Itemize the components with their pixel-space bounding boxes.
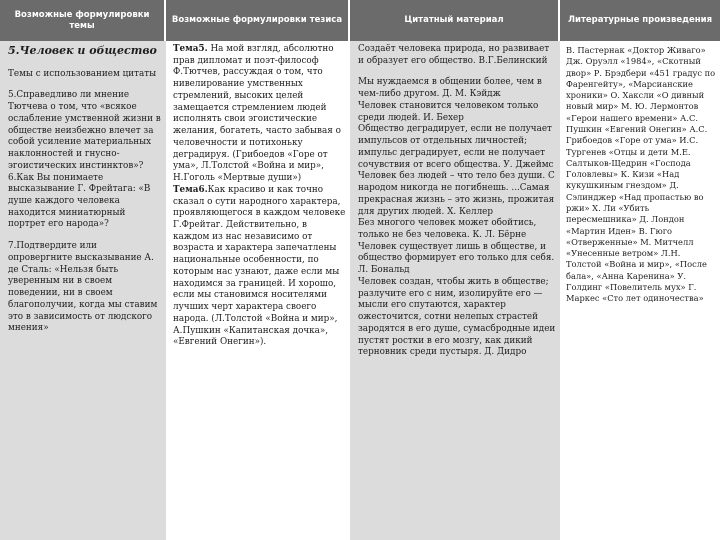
topic-5: 5.Справедливо ли мнение Тютчева о том, что «всякое ослабление умственной жизни в обществе неизбежно влечет за собой усиление материальных наклонностей и гнусно-эгоистических инстинктов»? [8,90,161,171]
thesis-cell [166,41,350,540]
quote-becher: Человек становится человеком только среди людей. И. Бехер [358,100,539,123]
quote-keller: Человек без людей – что тело без души. С народом никогда не погибнешь. ...Самая прекрасная жизнь – это жизнь, прожитая для других людей. Х. Келлер [358,171,555,217]
quote-james: Общество деградирует, если не получает импульсов от отдельных личностей; импульс деградирует, если не получает сочувствия от всего общества. У. Джеймс [358,124,554,170]
topic-6: 6.Как Вы понимаете высказывание Г. Фрейтага: «В душе каждого человека находится миниатюрный портрет его народа»? [8,172,151,230]
topic-7: 7.Подтвердите или опровергните высказывание А. де Сталь: «Нельзя быть уверенным ни в своем поведении, ни в своем благополучии, когда мы ставим это в зависимость от людского мнения» [8,241,158,334]
topic-title: 5.Человек и общество [8,44,157,57]
quote-belinsky: Создаёт человека природа, но развивает и образует его общество. В.Г.Белинский [358,44,550,66]
quote-bonald: Человек существует лишь в обществе, и общество формирует его только для себя. Л. Бональд [358,241,555,276]
thesis-6 [173,185,346,349]
header-literary-works: Литературные произведения [560,0,720,41]
quotes-cell [350,41,560,540]
thesis-5-label: Тема5. [173,44,208,54]
header-topic-wording: Возможные формулировки темы [0,0,164,41]
thesis-5-text: На мой взгляд, абсолютно прав дипломат и поэт-философ Ф.Тютчев, рассуждая о том, что нивелирование умственных стремлений, высоких целей замещается стремлением людей исполнять свои эгоистические желания, богатеть, часто забывая о человечности и потихоньку деградируя. (Грибоедов «Горе от ума», Л.Толстой «Война и мир», Н.Гоголь «Мертвые души») [173,44,341,184]
topics-cell [0,41,166,540]
topic-subheading: Темы с использованием цитаты [8,68,157,79]
header-thesis-wording: Возможные формулировки тезиса [166,0,348,41]
quote-diderot: Человек создан, чтобы жить в обществе; разлучите его с ним, изолируйте его — мысли его спутаются, характер ожесточится, сотни нелепых страстей зародятся в его душе, сумасбродные идеи пустят ростки в его мозгу, как дикий терновник среди пустыря. Д. Дидро [358,276,556,358]
thesis-6-text: Как красиво и как точно сказал о сути народного характера, проявляющегося в каждом человеке Г.Фрейтаг. Действительно, в каждом из нас независимо от возраста и характера запечатлены национальные особенности, по которым нас узнают, даже если мы находимся за границей. И хорошо, если мы становимся носителями лучших черт характера своего народа. (Л.Толстой «Война и мир», А.Пушкин «Капитанская дочка», «Евгений Онегин»). [173,184,346,348]
thesis-5 [173,44,346,185]
works-cell [560,41,720,540]
works-list: В. Пастернак «Доктор Живаго» Дж. Оруэлл «1984», «Скотный двор» Р. Брэдбери «451 градус по Фаренгейту», «Марсианские хроники» О. Хаксли «О дивный новый мир» М. Ю. Лермонтов «Герои нашего времени» А.С. Пушкин «Евгений Онегин» А.С. Грибоедов «Горе от ума» И.С. Тургенев «Отцы и дети М.Е. Салтыков-Щедрин «Господа Головлевы» К. Кизи «Над кукушкиным гнездом» Д. Сэлинджер «Над пропастью во ржи» Х. Ли «Убить пересмешника» Д. Лондон «Мартин Иден» В. Гюго «Отверженные» М. Митчелл «Унесенные ветром» Л.Н. Толстой «Война и мир», «После бала», «Анна Каренина» У. Голдинг «Повелитель мух» Г. Маркес «Сто лет одиночества» [566,45,716,304]
header-quote-material: Цитатный материал [350,0,558,41]
quote-borne: Без многого человек может обойтись, только не без человека. К. Л. Бёрне [358,218,537,241]
quote-cage: Мы нуждаемся в общении более, чем в чем-либо другом. Д. М. Кэйдж [358,77,542,100]
thesis-6-label: Тема6. [173,184,208,195]
